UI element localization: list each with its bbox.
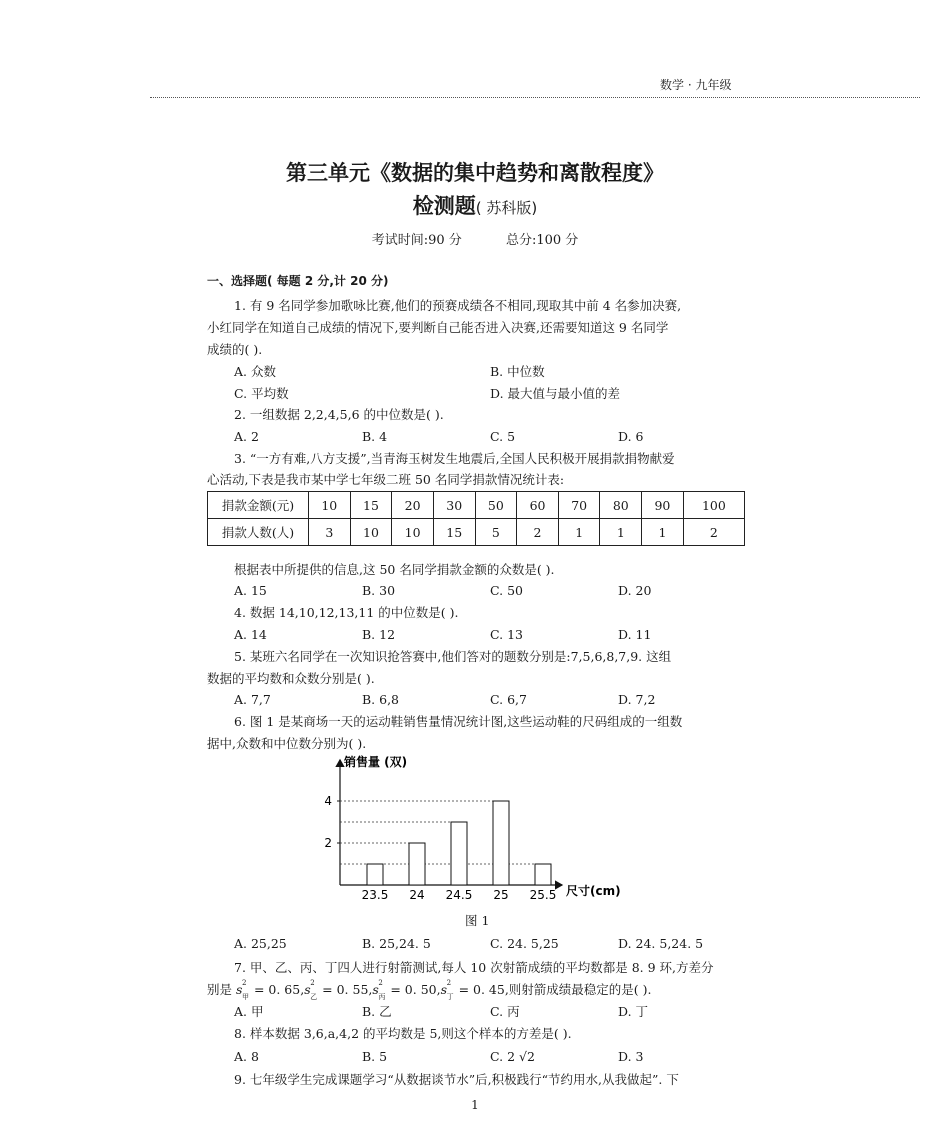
q7-option-d: D. 丁 xyxy=(618,1004,649,1019)
q2-option-b: B. 4 xyxy=(362,429,388,444)
q8-option-d: D. 3 xyxy=(618,1049,644,1064)
q1-line2: 小红同学在知道自己成绩的情况下,要判断自己能否进入决赛,还需要知道这 9 名同学 xyxy=(207,320,669,335)
table-cell: 20 xyxy=(392,492,434,519)
table-cell: 70 xyxy=(558,492,600,519)
q5-option-a: A. 7,7 xyxy=(234,692,271,707)
shoe-sales-chart xyxy=(300,752,640,912)
q2-stem: 2. 一组数据 2,2,4,5,6 的中位数是( ). xyxy=(234,407,444,422)
exam-info xyxy=(0,229,950,248)
q9-stem: 9. 七年级学生完成课题学习“从数据谈节水”后,积极践行“节约用水,从我做起”. 下 xyxy=(234,1072,679,1087)
edition-label: ( 苏科版) xyxy=(475,199,538,217)
table-cell: 30 xyxy=(433,492,475,519)
q5-line1: 5. 某班六名同学在一次知识抢答赛中,他们答对的题数分别是:7,5,6,8,7,9. 这组 xyxy=(234,649,672,664)
q6-line2: 据中,众数和中位数分别为( ). xyxy=(207,736,367,751)
table-cell: 5 xyxy=(475,519,517,546)
q6-option-c: C. 24. 5,25 xyxy=(490,936,559,951)
q5-option-b: B. 6,8 xyxy=(362,692,400,707)
bar-25 xyxy=(493,801,509,885)
table-cell: 15 xyxy=(433,519,475,546)
q3-line2: 心活动,下表是我市某中学七年级二班 50 名同学捐款情况统计表: xyxy=(207,472,565,487)
q8-option-c: C. 2 √2 xyxy=(490,1049,535,1064)
q6-option-a: A. 25,25 xyxy=(234,936,287,951)
q8-stem: 8. 样本数据 3,6,a,4,2 的平均数是 5,则这个样本的方差是( ). xyxy=(234,1026,572,1041)
x-tick-label: 24 xyxy=(409,888,425,902)
bar-24.5 xyxy=(451,822,467,885)
q7-line1: 7. 甲、乙、丙、丁四人进行射箭测试,每人 10 次射箭成绩的平均数都是 8. 9 环,方差分 xyxy=(234,960,714,975)
q5-line2: 数据的平均数和众数分别是( ). xyxy=(207,671,375,686)
table-cell: 50 xyxy=(475,492,517,519)
q3-option-d: D. 20 xyxy=(618,583,652,598)
header-divider xyxy=(150,97,920,98)
q7-option-c: C. 丙 xyxy=(490,1004,520,1019)
table-row xyxy=(208,519,745,546)
q1-option-a: A. 众数 xyxy=(234,364,276,379)
q5-option-c: C. 6,7 xyxy=(490,692,527,707)
bar-23.5 xyxy=(367,864,383,885)
q1-option-c: C. 平均数 xyxy=(234,386,289,401)
x-tick-label: 23.5 xyxy=(361,888,389,902)
x-tick-label: 25 xyxy=(493,888,509,902)
q3-option-a: A. 15 xyxy=(234,583,267,598)
table-cell: 60 xyxy=(517,492,559,519)
subtitle-text: 检测题 xyxy=(412,194,476,218)
q2-option-a: A. 2 xyxy=(234,429,259,444)
q2-option-d: D. 6 xyxy=(618,429,644,444)
x-axis-label: 尺寸(cm) xyxy=(566,884,621,898)
table-cell: 捐款人数(人) xyxy=(208,519,309,546)
q6-option-b: B. 25,24. 5 xyxy=(362,936,431,951)
x-tick-label: 25.5 xyxy=(529,888,557,902)
y-axis-label: 销售量 (双) xyxy=(344,755,408,769)
q3-option-b: B. 30 xyxy=(362,583,396,598)
table-cell: 15 xyxy=(350,492,392,519)
bar-24 xyxy=(409,843,425,885)
q1-line3: 成绩的( ). xyxy=(207,342,263,357)
figure-caption: 图 1 xyxy=(465,913,490,928)
q7-option-a: A. 甲 xyxy=(234,1004,264,1019)
q4-option-b: B. 12 xyxy=(362,627,396,642)
q1-option-d: D. 最大值与最小值的差 xyxy=(490,386,621,401)
q4-option-a: A. 14 xyxy=(234,627,267,642)
x-tick-label: 24.5 xyxy=(445,888,473,902)
table-cell: 2 xyxy=(517,519,559,546)
q4-option-d: D. 11 xyxy=(618,627,652,642)
q3-after: 根据表中所提供的信息,这 50 名同学捐款金额的众数是( ). xyxy=(234,562,555,577)
table-cell: 10 xyxy=(350,519,392,546)
table-cell: 捐款金额(元) xyxy=(208,492,309,519)
q6-option-d: D. 24. 5,24. 5 xyxy=(618,936,704,951)
q1-option-b: B. 中位数 xyxy=(490,364,545,379)
q4-stem: 4. 数据 14,10,12,13,11 的中位数是( ). xyxy=(234,605,459,620)
table-cell: 3 xyxy=(309,519,351,546)
table-cell: 10 xyxy=(392,519,434,546)
table-cell: 1 xyxy=(600,519,642,546)
q5-option-d: D. 7,2 xyxy=(618,692,656,707)
q3-option-c: C. 50 xyxy=(490,583,523,598)
y-tick-label: 4 xyxy=(324,794,332,808)
q8-option-b: B. 5 xyxy=(362,1049,388,1064)
doc-subtitle xyxy=(0,190,950,220)
table-cell: 2 xyxy=(683,519,744,546)
exam-score: 总分:100 分 xyxy=(505,233,579,248)
doc-title: 第三单元《数据的集中趋势和离散程度》 xyxy=(286,161,664,185)
q3-line1: 3. “一方有难,八方支援”,当青海玉树发生地震后,全国人民积极开展捐款捐物献爱 xyxy=(234,451,675,466)
q7-option-b: B. 乙 xyxy=(362,1004,392,1019)
running-header: 数学 · 九年级 xyxy=(660,78,732,92)
donation-table xyxy=(207,491,745,546)
table-cell: 1 xyxy=(558,519,600,546)
page-number: 1 xyxy=(471,1098,479,1112)
q2-option-c: C. 5 xyxy=(490,429,516,444)
table-cell: 90 xyxy=(642,492,684,519)
table-cell: 10 xyxy=(309,492,351,519)
q4-option-c: C. 13 xyxy=(490,627,523,642)
section-heading: 一、选择题( 每题 2 分,计 20 分) xyxy=(207,274,389,288)
table-cell: 1 xyxy=(642,519,684,546)
table-cell: 80 xyxy=(600,492,642,519)
exam-time: 考试时间:90 分 xyxy=(371,233,462,248)
q8-option-a: A. 8 xyxy=(234,1049,259,1064)
table-row xyxy=(208,492,745,519)
y-tick-label: 2 xyxy=(324,836,332,850)
bar-25.5 xyxy=(535,864,551,885)
table-cell: 100 xyxy=(683,492,744,519)
q1-line1: 1. 有 9 名同学参加歌咏比赛,他们的预赛成绩各不相同,现取其中前 4 名参加决赛, xyxy=(234,298,682,313)
q7-line2: 别是 s 2 甲 = 0. 65,s 2 乙 = 0. 55,s 2 丙 = 0. 50,s 2 丁 = 0. 45,则射箭成绩最稳定的是( ). xyxy=(207,979,652,1001)
q6-line1: 6. 图 1 是某商场一天的运动鞋销售量情况统计图,这些运动鞋的尺码组成的一组数 xyxy=(234,714,683,729)
